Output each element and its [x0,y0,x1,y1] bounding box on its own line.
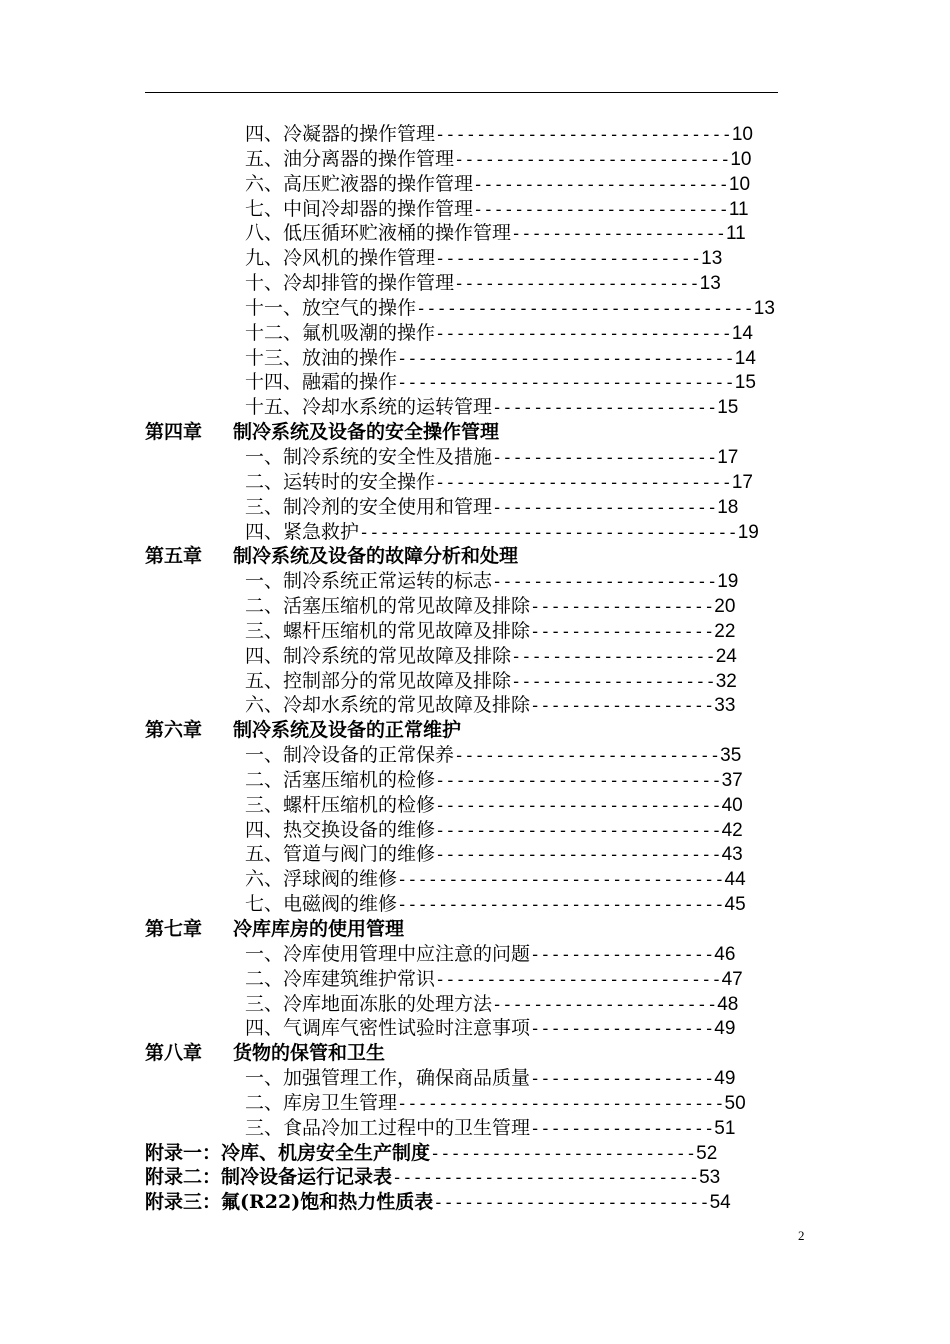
toc-leader: ---------------------------- [435,770,722,791]
toc-leader: ------------------ [530,1118,715,1139]
toc-entry-title: 九、冷风机的操作管理 [245,247,436,270]
toc-entry[interactable] [145,867,825,892]
toc-leader: ------------------------ [454,274,700,295]
toc-appendix-entry[interactable] [145,1190,825,1215]
toc-entry-title: 二、冷库建筑维护常识 [245,967,436,990]
toc-entry-title: 六、浮球阀的维修 [245,868,398,891]
toc-entry[interactable] [145,818,825,843]
toc-chapter-heading[interactable] [145,420,825,445]
toc-leader: -------------------------------- [397,1093,725,1114]
toc-entry-title: 四、热交换设备的维修 [245,818,436,841]
toc-entry[interactable] [145,221,825,246]
toc-entry[interactable] [145,892,825,917]
toc-entry[interactable] [145,768,825,793]
toc-page-number: 43 [721,844,743,866]
toc-entry[interactable] [145,942,825,967]
chapter-number: 第六章 [145,719,203,742]
toc-appendix-entry[interactable] [145,1141,825,1166]
toc-leader: ---------------------- [492,398,718,419]
toc-entry-title: 十一、放空气的操作 [245,296,417,319]
toc-page-number: 45 [724,894,746,916]
toc-leader: ------------------ [530,944,715,965]
toc-entry[interactable] [145,122,825,147]
toc-appendix-entry[interactable] [145,1165,825,1190]
toc-entry[interactable] [145,147,825,172]
toc-page-number: 11 [728,198,749,220]
toc-entry-title: 十二、氟机吸潮的操作 [245,321,436,344]
toc-entry[interactable] [145,669,825,694]
chapter-number: 第四章 [145,421,203,444]
header-rule [145,92,778,93]
toc-entry-title: 四、冷凝器的操作管理 [245,123,436,145]
chapter-title: 冷库库房的使用管理 [233,918,405,940]
toc-entry-title: 一、制冷设备的正常保养 [245,744,455,767]
toc-leader: ---------------------- [492,447,718,468]
toc-chapter-heading[interactable] [145,718,825,743]
toc-entry[interactable] [145,370,825,395]
toc-page-number: 44 [724,869,746,891]
toc-entry-title: 五、油分离器的操作管理 [245,147,455,170]
toc-page-number: 19 [737,521,759,543]
toc-leader: -------------------------- [430,1143,697,1164]
toc-leader: -------------------------- [454,746,721,767]
toc-leader: -------------------------------- [397,870,725,891]
toc-entry-title: 三、螺杆压缩机的常见故障及排除 [245,619,531,642]
appendix-title: 附录三：氟(R22)饱和热力性质表 [145,1191,434,1214]
toc-entry[interactable] [145,594,825,619]
toc-leader: --------------------------------- [397,348,735,369]
chapter-number: 第八章 [145,1042,203,1065]
toc-entry[interactable] [145,495,825,520]
toc-leader: ------------------ [530,597,715,618]
toc-entry[interactable] [145,569,825,594]
toc-entry[interactable] [145,967,825,992]
toc-entry[interactable] [145,1016,825,1041]
toc-entry-title: 五、控制部分的常见故障及排除 [245,669,512,692]
toc-entry[interactable] [145,172,825,197]
table-of-contents [145,122,825,1215]
toc-leader: ------------------------- [473,174,729,195]
toc-page-number: 10 [731,124,753,145]
toc-page-number: 17 [731,471,753,493]
appendix-title: 附录一：冷库、机房安全生产制度 [145,1141,431,1164]
toc-leader: ------------------------------------- [359,522,738,543]
toc-entry-title: 十、冷却排管的操作管理 [245,272,455,295]
toc-entry-title: 二、库房卫生管理 [245,1091,398,1114]
toc-entry[interactable] [145,271,825,296]
toc-entry[interactable] [145,197,825,222]
toc-page-number: 37 [721,769,743,791]
toc-entry[interactable] [145,346,825,371]
toc-page-number: 33 [714,695,736,717]
toc-entry-title: 二、运转时的安全操作 [245,470,436,493]
toc-page-number: 40 [721,794,743,816]
chapter-number: 第七章 [145,918,203,940]
toc-page-number: 13 [701,248,723,270]
toc-page-number: 50 [724,1092,746,1114]
toc-entry-title: 三、食品冷加工过程中的卫生管理 [245,1116,531,1139]
toc-entry-title: 七、中间冷却器的操作管理 [245,197,474,220]
toc-leader: ---------------------------- [435,845,722,866]
toc-entry[interactable] [145,520,825,545]
toc-leader: --------------------- [511,224,726,245]
toc-entry-title: 一、制冷系统的安全性及措施 [245,445,493,468]
toc-entry[interactable] [145,395,825,420]
toc-entry[interactable] [145,1066,825,1091]
toc-leader: ----------------------------- [435,472,732,493]
chapter-title: 货物的保管和卫生 [233,1042,386,1065]
page-number: 2 [798,1228,805,1243]
toc-leader: ---------------------------- [435,795,722,816]
toc-entry[interactable] [145,246,825,271]
chapter-number: 第五章 [145,545,203,568]
toc-leader: -------------------------------- [397,895,725,916]
toc-leader: ------------------ [530,621,715,642]
toc-page-number: 15 [734,372,756,394]
toc-leader: ----------------------------- [435,125,732,145]
toc-entry[interactable] [145,1091,825,1116]
appendix-title: 附录二：制冷设备运行记录表 [145,1166,393,1189]
toc-page-number: 42 [721,819,743,841]
toc-page-number: 51 [714,1117,736,1139]
toc-entry-title: 三、螺杆压缩机的检修 [245,793,436,816]
toc-entry[interactable] [145,321,825,346]
toc-entry[interactable] [145,1116,825,1141]
toc-leader: ----------------------------- [435,323,732,344]
toc-leader: ---------------------- [492,572,718,593]
toc-entry[interactable] [145,793,825,818]
chapter-title: 制冷系统及设备的故障分析和处理 [233,545,519,568]
toc-page-number: 18 [717,496,739,518]
toc-page-number: 24 [715,645,737,667]
toc-entry[interactable] [145,743,825,768]
toc-page-number: 19 [717,571,739,593]
toc-leader: ------------------ [530,696,715,717]
toc-entry-title: 十五、冷却水系统的运转管理 [245,396,493,419]
toc-page-number: 14 [734,347,756,369]
toc-page-number: 14 [731,322,753,344]
toc-entry-title: 一、制冷系统正常运转的标志 [245,570,493,593]
toc-leader: ------------------ [530,1069,715,1090]
toc-leader: ---------------------- [492,497,718,518]
toc-leader: -------------------------- [435,249,702,270]
toc-page-number: 32 [715,670,737,692]
toc-page-number: 52 [696,1142,718,1164]
toc-leader: --------------------------- [433,1193,710,1214]
toc-page-number: 17 [717,446,739,468]
toc-leader: ---------------------------- [435,969,722,990]
toc-page-number: 11 [725,223,746,245]
toc-page-number: 49 [714,1018,736,1040]
toc-page-number: 48 [717,993,739,1015]
toc-entry-title: 六、高压贮液器的操作管理 [245,172,474,195]
toc-page-number: 10 [728,173,751,195]
toc-entry-title: 十三、放油的操作 [245,346,398,369]
toc-chapter-heading[interactable] [145,917,825,942]
toc-leader: -------------------- [511,646,716,667]
toc-leader: --------------------------------- [397,373,735,394]
toc-leader: -------------------- [511,671,716,692]
toc-entry[interactable] [145,693,825,718]
toc-entry-title: 三、冷库地面冻胀的处理方法 [245,992,493,1015]
toc-leader: --------------------------------- [416,298,754,319]
toc-entry[interactable] [145,992,825,1017]
toc-page-number: 54 [709,1192,731,1214]
toc-chapter-heading[interactable] [145,1041,825,1066]
toc-page-number: 15 [717,397,739,419]
toc-chapter-heading[interactable] [145,544,825,569]
toc-entry-title: 三、制冷剂的安全使用和管理 [245,495,493,518]
toc-entry-title: 十四、融霜的操作 [245,371,398,394]
toc-leader: --------------------------- [454,149,731,170]
toc-entry[interactable] [145,296,825,321]
toc-page-number: 35 [720,745,742,767]
toc-entry-title: 四、气调库气密性试验时注意事项 [245,1017,531,1040]
toc-entry-title: 二、活塞压缩机的检修 [245,768,436,791]
toc-page-number: 53 [699,1167,721,1189]
toc-page-number: 46 [714,943,736,965]
chapter-title: 制冷系统及设备的安全操作管理 [233,421,500,444]
toc-leader: ------------------------- [473,199,729,220]
toc-page-number: 47 [721,968,743,990]
toc-leader: ---------------------- [492,994,718,1015]
toc-leader: ------------------------------ [392,1168,700,1189]
toc-page-number: 22 [714,620,736,642]
toc-leader: ------------------ [530,1019,715,1040]
toc-entry-title: 四、制冷系统的常见故障及排除 [245,644,512,667]
toc-entry[interactable] [145,470,825,495]
toc-entry-title: 八、低压循环贮液桶的操作管理 [245,222,512,245]
chapter-title: 制冷系统及设备的正常维护 [233,719,462,742]
toc-entry-title: 五、管道与阀门的维修 [245,843,436,866]
toc-page-number: 20 [714,596,736,618]
toc-entry[interactable] [145,619,825,644]
toc-page-number: 13 [699,273,721,295]
toc-entry[interactable] [145,644,825,669]
toc-entry-title: 六、冷却水系统的常见故障及排除 [245,694,531,717]
toc-entry-title: 二、活塞压缩机的常见故障及排除 [245,595,531,618]
toc-page-number: 49 [714,1068,736,1090]
toc-entry[interactable] [145,445,825,470]
toc-entry[interactable] [145,842,825,867]
toc-entry-title: 一、加强管理工作，确保商品质量 [245,1067,531,1090]
toc-leader: ---------------------------- [435,820,722,841]
toc-page-number: 13 [753,297,775,319]
toc-entry-title: 四、紧急救护 [245,520,360,543]
toc-page-number: 10 [730,148,752,170]
toc-entry-title: 一、冷库使用管理中应注意的问题 [245,942,531,965]
toc-entry-title: 七、电磁阀的维修 [245,893,398,916]
